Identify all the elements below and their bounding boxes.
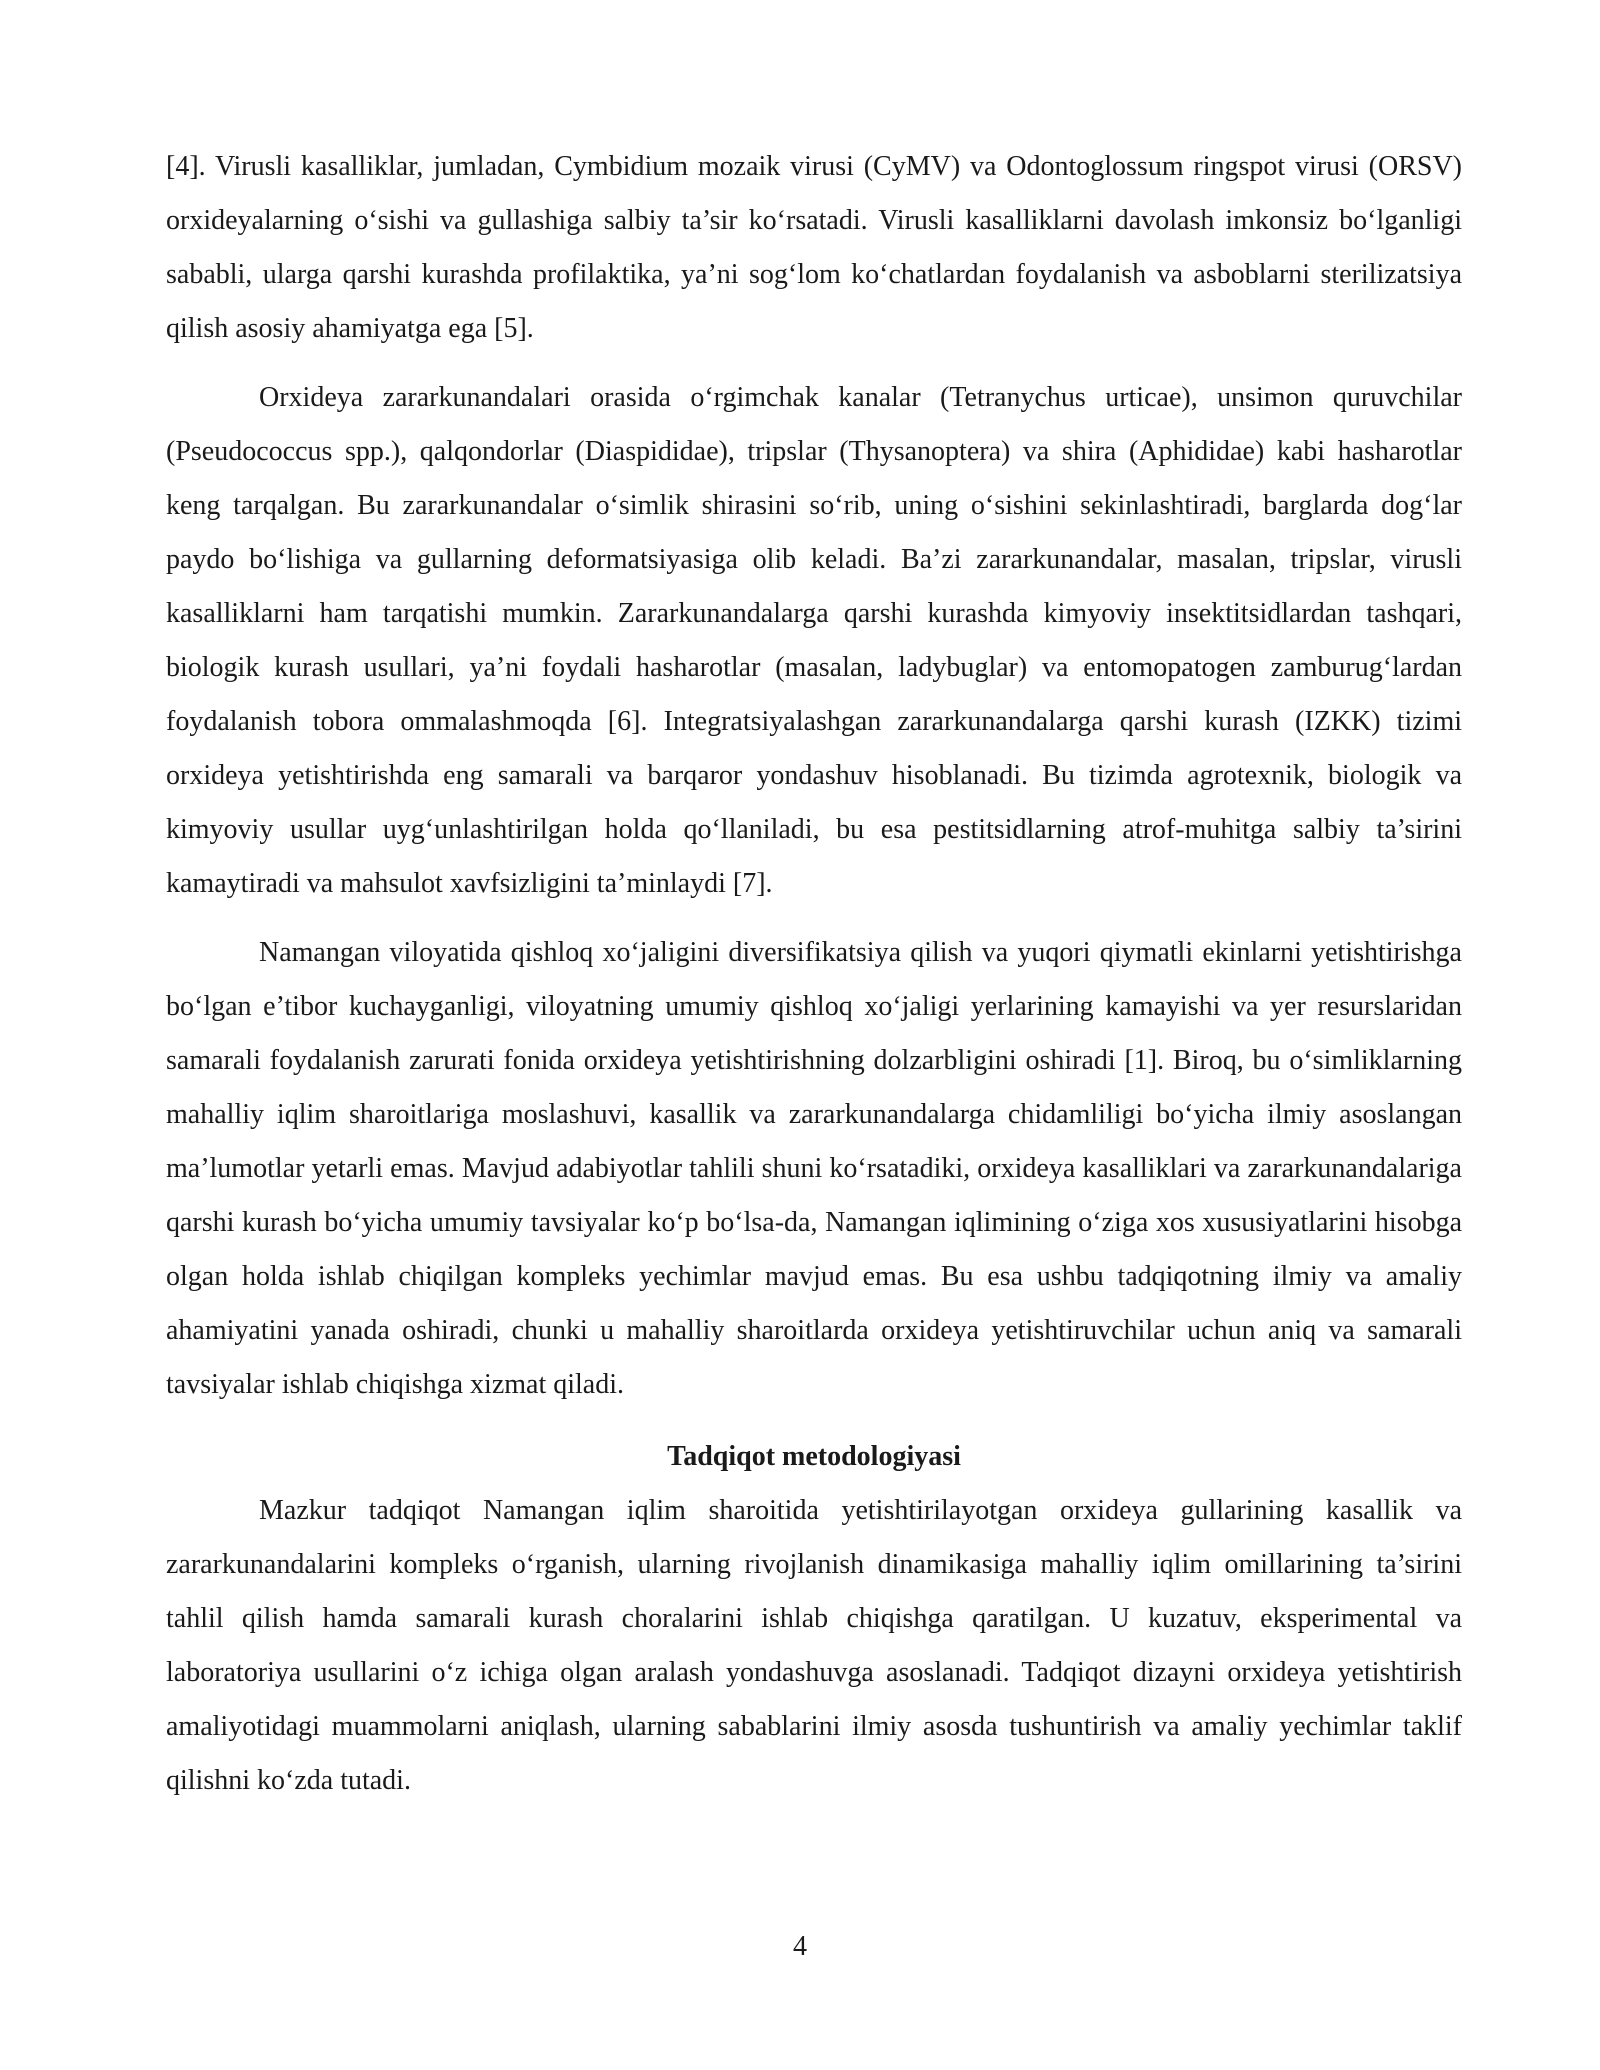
page-number: 4 bbox=[793, 1931, 807, 1962]
paragraph-namangan-relevance: Namangan viloyatida qishloq xo‘jaligini diversifikatsiya qilish va yuqori qiymatli ekinlarni yetishtirishga bo‘lgan e’tibor kuchayganligi, viloyatning umumiy qishloq xo‘jaligi yerlarining kamayishi va yer resurslaridan samarali foydalanish zarurati fonida orxideya yetishtirishning dolzarbligini oshiradi [1]. Biroq, bu o‘simliklarning mahalliy iqlim sharoitlariga moslashuvi, kasallik va zararkunandalarga chidamliligi bo‘yicha ilmiy asoslangan ma’lumotlar yetarli emas. Mavjud adabiyotlar tahlili shuni ko‘rsatadiki, orxideya kasalliklari va zararkunandalariga qarshi kurash bo‘yicha umumiy tavsiyalar ko‘p bo‘lsa-da, Namangan iqlimining o‘ziga xos xususiyatlarini hisobga olgan holda ishlab chiqilgan kompleks yechimlar mavjud emas. Bu esa ushbu tadqiqotning ilmiy va amaliy ahamiyatini yanada oshiradi, chunki u mahalliy sharoitlarda orxideya yetishtiruvchilar uchun aniq va samarali tavsiyalar ishlab chiqishga xizmat qiladi. bbox=[166, 937, 1462, 1400]
document-page bbox=[166, 140, 1462, 1808]
paragraph-pests: Orxideya zararkunandalari orasida o‘rgimchak kanalar (Tetranychus urticae), unsimon quruvchilar (Pseudococcus spp.), qalqondorlar (Diaspididae), tripslar (Thysanoptera) va shira (Aphididae) kabi hasharotlar keng tarqalgan. Bu zararkunandalar o‘simlik shirasini so‘rib, uning o‘sishini sekinlashtiradi, barglarda dog‘lar paydo bo‘lishiga va gullarning deformatsiyasiga olib keladi. Ba’zi zararkunandalar, masalan, tripslar, virusli kasalliklarni ham tarqatishi mumkin. Zararkunandalarga qarshi kurashda kimyoviy insektitsidlardan tashqari, biologik kurash usullari, ya’ni foydali hasharotlar (masalan, ladybuglar) va entomopatogen zamburug‘lardan foydalanish tobora ommalashmoqda [6]. Integratsiyalashgan zararkunandalarga qarshi kurash (IZKK) tizimi orxideya yetishtirishda eng samarali va barqaror yondashuv hisoblanadi. Bu tizimda agrotexnik, biologik va kimyoviy usullar uyg‘unlashtirilgan holda qo‘llaniladi, bu esa pestitsidlarning atrof-muhitga salbiy ta’sirini kamaytiradi va mahsulot xavfsizligini ta’minlaydi [7]. bbox=[166, 382, 1462, 899]
section-heading: Tadqiqot metodologiyasi bbox=[667, 1441, 961, 1472]
paragraph-viral-diseases: [4]. Virusli kasalliklar, jumladan, Cymbidium mozaik virusi (CyMV) va Odontoglossum ringspot virusi (ORSV) orxideyalarning o‘sishi va gullashiga salbiy ta’sir ko‘rsatadi. Virusli kasalliklarni davolash imkonsiz bo‘lganligi sababli, ularga qarshi kurashda profilaktika, ya’ni sog‘lom ko‘chatlardan foydalanish va asboblarni sterilizatsiya qilish asosiy ahamiyatga ega [5]. bbox=[166, 151, 1462, 344]
paragraph-methodology: Mazkur tadqiqot Namangan iqlim sharoitida yetishtirilayotgan orxideya gullarining kasallik va zararkunandalarini kompleks o‘rganish, ularning rivojlanish dinamikasiga mahalliy iqlim omillarining ta’sirini tahlil qilish hamda samarali kurash choralarini ishlab chiqishga qaratilgan. U kuzatuv, eksperimental va laboratoriya usullarini o‘z ichiga olgan aralash yondashuvga asoslanadi. Tadqiqot dizayni orxideya yetishtirish amaliyotidagi muammolarni aniqlash, ularning sabablarini ilmiy asosda tushuntirish va amaliy yechimlar taklif qilishni ko‘zda tutadi. bbox=[166, 1495, 1462, 1796]
